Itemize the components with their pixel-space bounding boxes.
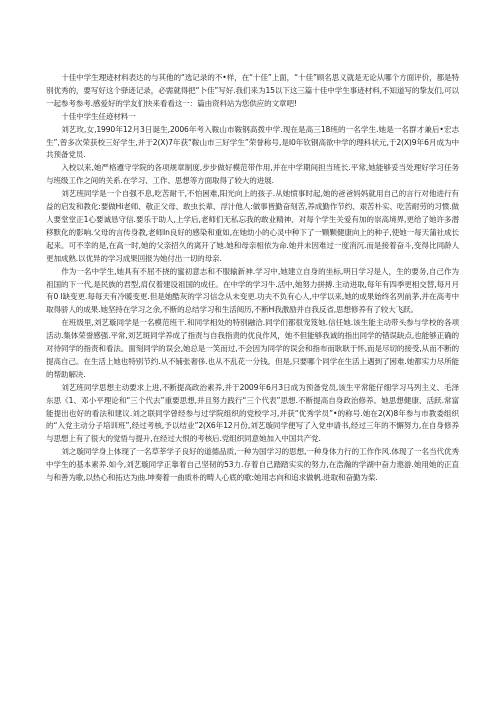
body-paragraph: 作为一名中学生,她具有不屈不挠的蜜初意志和不服输新神.学习中,她建立自身的坐标,明日学习是人，生的要务,自己作为祖国的下一代,是民族的君型,肩仅着建设祖国的成任。在中学的学习牛.活中,她努力拼搏.主动进取,每年有四季更相交替,每月月有0 l缺变更.每每天有冷暖变更.但是她酷灰的学习信念从未变更.功夫不负有心人,中学以来,她的成果始终名列前茅,并在高考中取得骄人的成果.她坚持在学习之余,不断的总结学习和生活阅历,不断H我激励并自我反省,思想修养有了较大飞跃。 [46,266,459,315]
body-paragraph: 刘艺班同学思想主动要求上进,不断提高政治素养,并于2009年6月3日成为预备党员,该生平常能仔细学习马列主义、毛泽东思《1、邓小平理论和“三个代去”重要思想,并且努力践行“三个代表”思想.不断提高自身政治修养。她思想健康、活跃.常富能提出也好的看法和建议.刘之联同学曾经参与过学院组织的党校学习,并获“优秀学员”•的称号.她在2(X)8年参与市教委组织的“入党主动分子培训班”,经过考核,予以结业”2(X6年12月份,刘艺璇同学便写了入党申请书,经过三年的不懈努力,在自身修养与思想上有了很大的觉悟与提升,在经过大恨的考核后.党组织同意她加入中国共产党. [46,382,459,444]
intro-paragraph: 十佳中学生理迹材料表达的与其他的“选记录的不•样，在“十佳”上面，“十佳”顾名思义就是无论从哪个方面评价，都是特别优秀的，要写好这个驿迹记录，必需就得把“卜佳”写好.我们来为15以下这三篇十佳中学生事迹材料,不知道写的挚友们,可以一起参考参考.感爱好的学友们快来看看这一：篇由资料站为您供应的文章吧! [46,73,459,108]
body-paragraph: 在班级里,刘艺璇同学是一名模范班干.和同学相处的特别融洽.同学们都很宠笈她.信任她.该生能主动带头参与学校的各项活动.集体荣誉感强.平常,刘艺斑同学养成了指责与自我指责的优良作风，她不但能够我诚的指出同学的错误缺点,也能够正确的对待同学的指责和看法。面刻同学的误会,她总是一笑而过,不会因为同学的误会和指布而耿耿于怀,而是尽切的接受,从而不断的提高自己。在生活上她也特别节约.从不铺张奢侈.也从不乱花一分钱。但是,只要哪个同学在生活上遇到了困难.她都实力尽所能的帮助解决. [46,318,459,379]
body-paragraph: 刘艺班同学是一个自强不息,吃苦耐干,不怕困难,阳光向上的孩子.从她愤事时起,她的爸爸妈妈就用自己的言行对他进行有益的启发和教化:要做Hi老师、敬正父母、敢虫长辈、浮汁他人:做事皆勤奋刻苦,养成勤作节约、艰苦朴实、吃苦耐劳的习惯.做人要堂堂正1心要诚恳守信.要乐于助人,上学后,老师们无私忘我的敢业精神、对每个学生关爱有加的崇高境界,更给了她许多潜移默化的影响.父母的言传身教,老师In良好的感染和重如,在她幼小的心灵中种下了一颗颗健康向上的种子,使她一每天蒲社成长起来。可不幸的是,在高一时,她的父亲招久的离开了她.她和母亲相依为命.她并未因难过一度消沉.而是接着奋斗,变得比同龄人更加成熟.以优异的学习成果回报为她付出一切的母亲. [46,189,459,263]
body-paragraph: 刘之璇同学身上体现了一名草莘学子良好的道德品质,一种为国学习的思想,一种身体力行的工作作风.体现了一名当代优秀中学生的基本素养.如今,刘艺璇同学正靠着自己坚韧的53力.存着自己踏踏实实的努力,在浩瀚的学湖中奋力遨游.她用她的正直与和善为歌,以热心和拓达为曲.坤奏着一曲质朴的畴人心底的歌:她用志向和追求做帆.进取和奋勤为桨. [46,447,459,483]
body-paragraph: 入校以来,她严格遵守学院的各项规章制度,步步做好模范带作用,并在中学期间担当班长.平常,她能够妥当处理好学习任务与班级工作之间的关系.在学习、工作、思想等方面取得了较大的进展. [46,163,459,186]
section-heading: 十佳中学生任迹材料一 [61,111,136,121]
body-paragraph: 刘艺玫,女,1990年12月3日诞生,2006年考入鞍山市鞍钢高拨中学.现在是高三18班的一名学生.她是一名群才兼后•宏志生”,曾多次荣获校三好学生,并于2(X)7年获“鞍山市三好学生”荣誉称号,是I0年钦钢高欲中学的理科状元,于2(X)9年6月成为中共预备党员. [46,124,459,160]
